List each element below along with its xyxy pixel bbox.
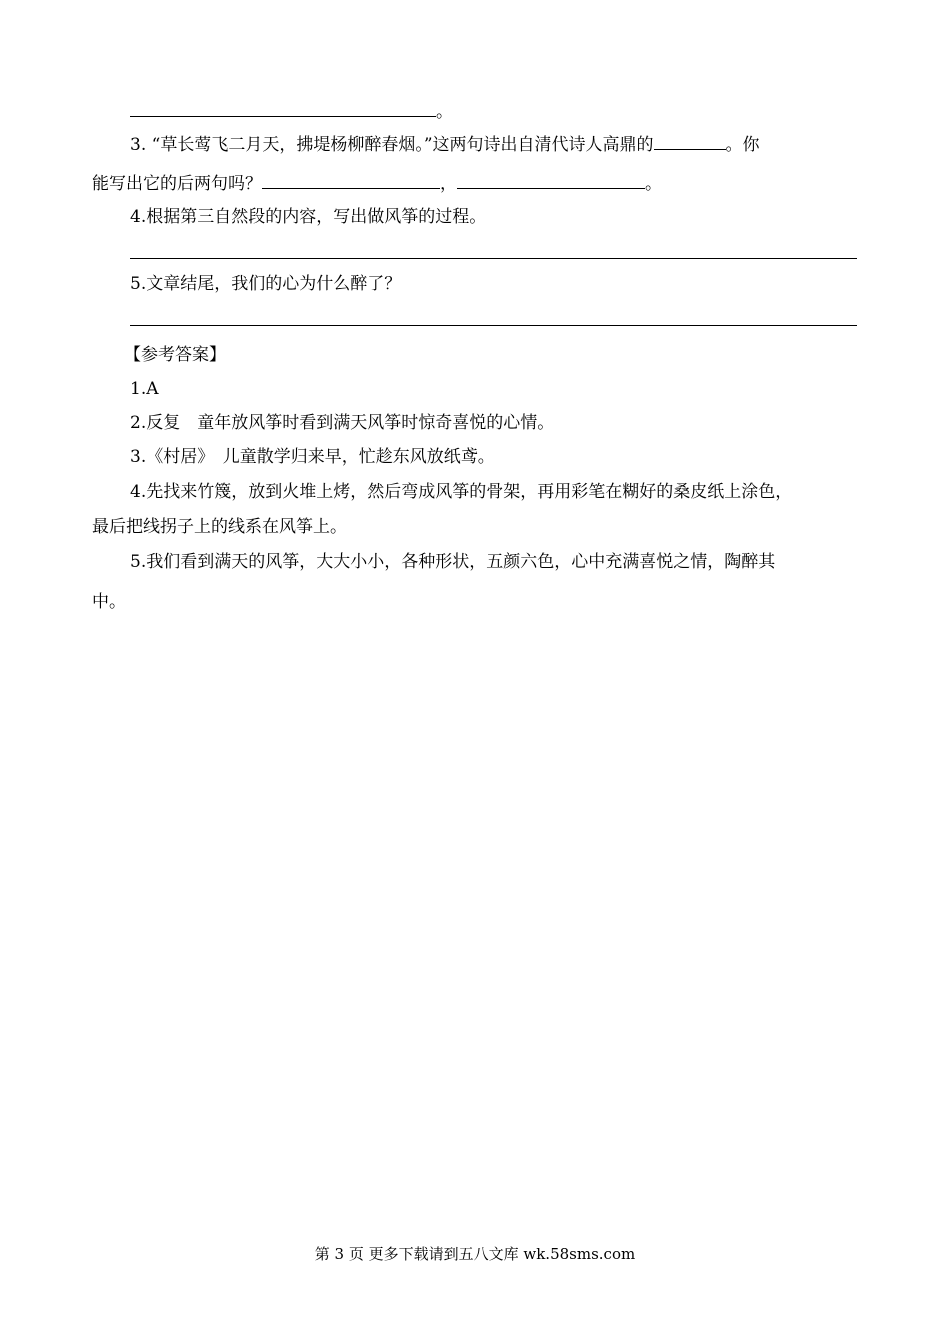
poem-title-blank[interactable] xyxy=(654,131,726,150)
page-footer: 第 3 页 更多下载请到五八文库 wk.58sms.com xyxy=(314,1245,636,1263)
q3-label: 3. xyxy=(130,135,152,155)
q5-answer-rule[interactable] xyxy=(130,325,857,326)
q4-answer-rule[interactable] xyxy=(130,258,857,259)
answers-heading: 【参考答案】 xyxy=(124,345,226,365)
answer-5-line1: 5.我们看到满天的风筝，大大小小，各种形状，五颜六色，心中充满喜悦之情，陶醉其 xyxy=(130,552,776,572)
q3-text-a: 这两句诗出自清代诗人高鼎的 xyxy=(432,135,654,155)
answer-4-line1: 4.先找来竹篾，放到火堆上烤，然后弯成风筝的骨架，再用彩笔在糊好的桑皮纸上涂色， xyxy=(130,482,793,502)
question-3-line2 xyxy=(92,170,862,197)
q3-quote: “草长莺飞二月天，拂堤杨柳醉春烟。” xyxy=(151,135,433,155)
answer-4-line2: 最后把线拐子上的线系在风筝上。 xyxy=(92,517,347,537)
q3-comma: ， xyxy=(440,174,457,194)
question-4: 4.根据第三自然段的内容，写出做风筝的过程。 xyxy=(130,207,487,227)
q3-period: 。 xyxy=(645,174,662,194)
poem-line-blank-2[interactable] xyxy=(457,170,645,189)
question-3-line1 xyxy=(130,131,862,158)
answer-3: 3.《村居》 儿童散学归来早，忙趁东风放纸鸢。 xyxy=(130,447,495,467)
answer-blank[interactable] xyxy=(130,98,436,117)
answer-1: 1.A xyxy=(130,379,159,399)
question-5: 5.文章结尾，我们的心为什么醉了？ xyxy=(130,274,402,294)
q3-text-b: 。你 xyxy=(725,135,760,155)
answer-5-line2: 中。 xyxy=(92,592,126,612)
answer-2: 2.反复 童年放风筝时看到满天风筝时惊奇喜悦的心情。 xyxy=(130,413,555,433)
q2-period: 。 xyxy=(436,102,453,122)
q2-answer-line xyxy=(130,98,862,125)
poem-line-blank-1[interactable] xyxy=(262,170,440,189)
q3-line2-text: 能写出它的后两句吗？ xyxy=(92,174,262,194)
